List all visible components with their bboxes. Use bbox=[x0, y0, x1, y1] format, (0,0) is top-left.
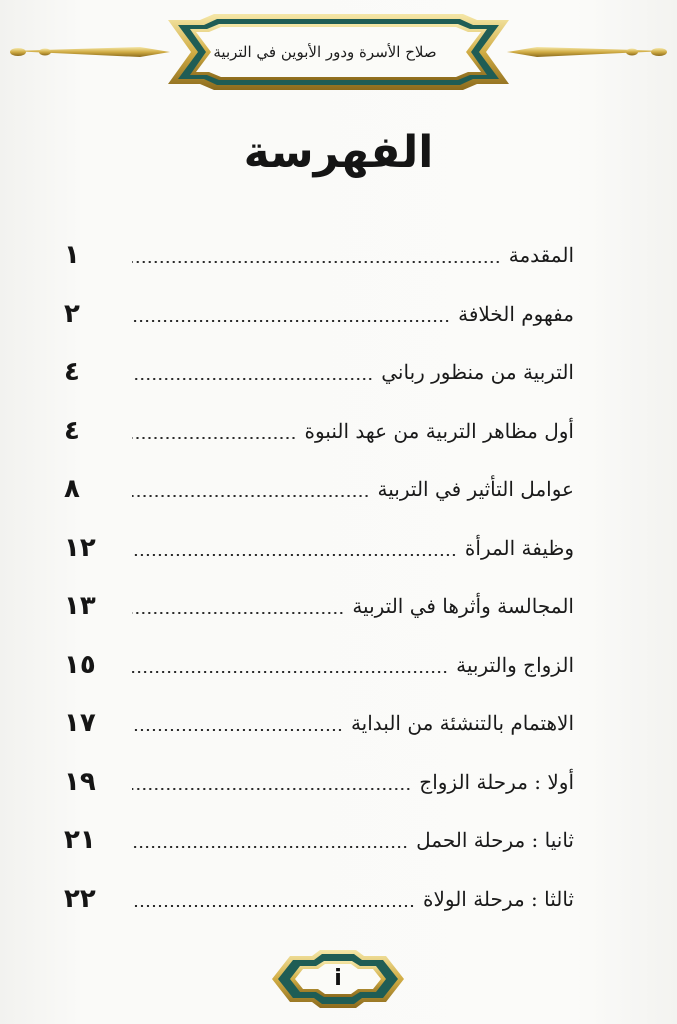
dot-leader bbox=[132, 788, 411, 790]
toc-entry bbox=[64, 460, 574, 519]
toc-entry-title: مفهوم الخلافة bbox=[458, 301, 574, 326]
dot-leader bbox=[132, 612, 344, 614]
toc-entry-page: ١٢ bbox=[64, 532, 96, 563]
toc-entry bbox=[64, 519, 574, 578]
dot-leader bbox=[132, 554, 457, 556]
toc-entry bbox=[64, 402, 574, 461]
dot-leader bbox=[132, 846, 408, 848]
toc-entry bbox=[64, 753, 574, 812]
toc-entry-title: الاهتمام بالتنشئة من البداية bbox=[350, 711, 574, 736]
toc-entry-page: ٤ bbox=[64, 357, 80, 388]
toc-entry bbox=[64, 577, 574, 636]
dot-leader bbox=[132, 378, 373, 380]
toc-entry-title: وظيفة المرأة bbox=[464, 535, 574, 560]
toc-entry-title: أولا : مرحلة الزواج bbox=[419, 769, 574, 794]
toc-entry-page: ١٣ bbox=[64, 591, 96, 622]
toc-entry-page: ١٩ bbox=[64, 766, 96, 797]
table-of-contents bbox=[64, 226, 574, 928]
page-number-badge bbox=[268, 948, 408, 1010]
toc-entry-title: المجالسة وأثرها في التربية bbox=[352, 594, 574, 619]
toc-entry-title: التربية من منظور رباني bbox=[381, 360, 574, 385]
toc-entry-page: ٢١ bbox=[64, 825, 96, 856]
toc-entry bbox=[64, 285, 574, 344]
dot-leader bbox=[132, 495, 370, 497]
dot-leader bbox=[132, 905, 415, 907]
toc-entry-page: ٤ bbox=[64, 415, 80, 446]
toc-entry bbox=[64, 226, 574, 285]
toc-entry bbox=[64, 811, 574, 870]
dot-leader bbox=[132, 320, 450, 322]
dot-leader bbox=[132, 437, 297, 439]
toc-entry bbox=[64, 694, 574, 753]
toc-entry-title: أول مظاهر التربية من عهد النبوة bbox=[304, 418, 574, 443]
toc-entry-page: ٨ bbox=[64, 474, 80, 505]
page-number: i bbox=[334, 966, 342, 991]
toc-entry-page: ٢ bbox=[64, 298, 80, 329]
toc-entry-title: عوامل التأثير في التربية bbox=[377, 477, 574, 502]
toc-entry-page: ٢٢ bbox=[64, 883, 96, 914]
toc-entry-title: ثانيا : مرحلة الحمل bbox=[416, 828, 574, 853]
header-ornament bbox=[0, 14, 677, 92]
toc-entry bbox=[64, 343, 574, 402]
book-title: صلاح الأسرة ودور الأبوين في التربية bbox=[213, 43, 437, 61]
dot-leader bbox=[132, 729, 343, 731]
page-title: الفهرسة bbox=[243, 127, 434, 178]
dot-leader bbox=[132, 671, 448, 673]
toc-entry-page: ١٧ bbox=[64, 708, 96, 739]
toc-entry-page: ١٥ bbox=[64, 649, 96, 680]
dot-leader bbox=[132, 261, 501, 263]
toc-entry-title: الزواج والتربية bbox=[456, 652, 574, 677]
toc-entry-title: المقدمة bbox=[508, 243, 574, 268]
toc-entry bbox=[64, 636, 574, 695]
toc-entry bbox=[64, 870, 574, 929]
toc-entry-page: ١ bbox=[64, 240, 80, 271]
toc-entry-title: ثالثا : مرحلة الولاة bbox=[422, 886, 574, 911]
